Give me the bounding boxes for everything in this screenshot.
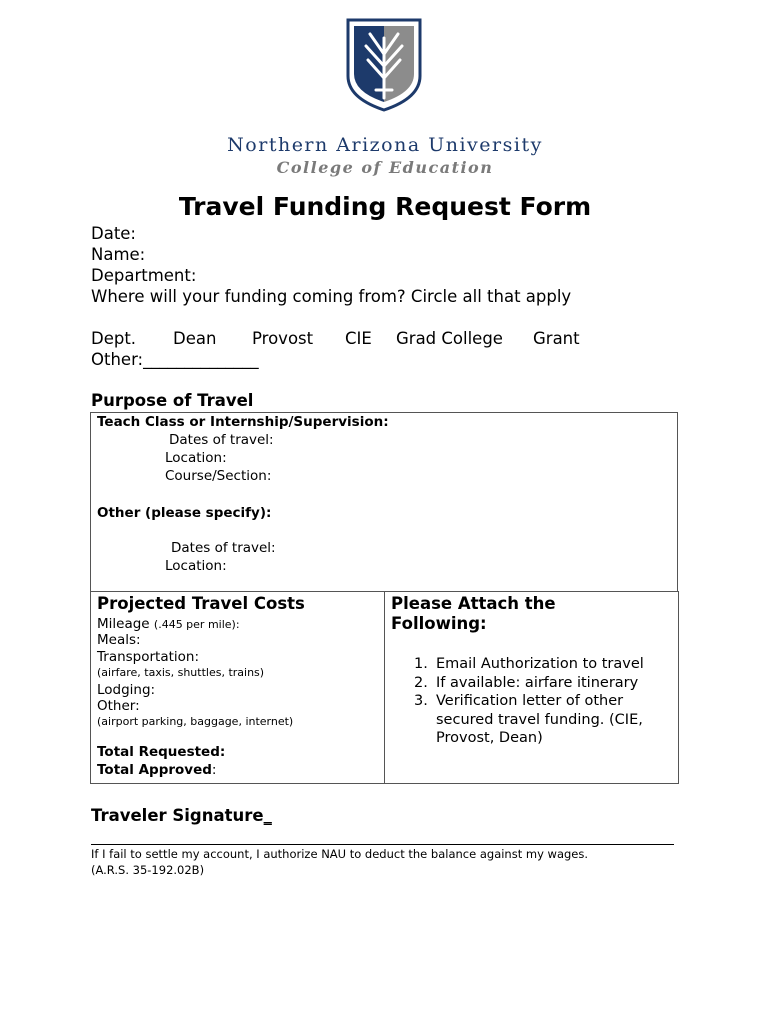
other-cost-field[interactable]: Other: xyxy=(97,698,140,714)
funding-option-grad-college[interactable]: Grad College xyxy=(396,329,503,348)
signature-line-extension xyxy=(496,844,674,845)
funding-option-cie[interactable]: CIE xyxy=(345,329,372,348)
nau-logo xyxy=(346,18,422,112)
list-number: 2. xyxy=(414,674,428,691)
teach-location-field[interactable]: Location: xyxy=(165,450,227,466)
disclaimer xyxy=(91,847,691,878)
purpose-box xyxy=(90,412,678,592)
other-cost-note: (airport parking, baggage, internet) xyxy=(97,715,294,728)
date-label: Date: xyxy=(91,224,136,243)
attach-heading-line1: Please Attach the xyxy=(391,594,556,613)
funding-option-dean[interactable]: Dean xyxy=(173,329,217,348)
list-item xyxy=(414,692,644,748)
attachment-list xyxy=(414,655,644,748)
mileage-note: (.445 per mile): xyxy=(153,618,240,631)
university-name: Northern Arizona University xyxy=(227,134,543,156)
department-label: Department: xyxy=(91,266,197,285)
list-text: If available: airfare itinerary xyxy=(436,674,639,691)
mileage-field[interactable] xyxy=(97,616,240,632)
lodging-field[interactable]: Lodging: xyxy=(97,682,156,698)
total-approved-field[interactable] xyxy=(97,762,216,778)
list-text: Email Authorization to travel xyxy=(436,656,644,672)
list-text: Provost, Dean) xyxy=(436,730,543,746)
total-approved-label: Total Approved xyxy=(97,762,212,778)
teach-dates-field[interactable]: Dates of travel: xyxy=(169,432,274,448)
costs-box xyxy=(90,591,385,784)
list-text: Verification letter of other xyxy=(436,693,624,709)
attach-heading-line2: Following: xyxy=(391,614,487,633)
form-title: Travel Funding Request Form xyxy=(178,192,592,221)
meals-field[interactable]: Meals: xyxy=(97,632,141,648)
signature-underscore: _ xyxy=(263,806,272,825)
other-dates-field[interactable]: Dates of travel: xyxy=(171,540,276,556)
costs-heading: Projected Travel Costs xyxy=(97,594,305,613)
teach-course-field[interactable]: Course/Section: xyxy=(165,468,272,484)
signature-line[interactable] xyxy=(91,844,496,845)
transportation-field[interactable]: Transportation: xyxy=(97,649,200,665)
total-requested-field[interactable]: Total Requested: xyxy=(97,744,226,760)
signature-label-text: Traveler Signature xyxy=(91,806,264,825)
name-label: Name: xyxy=(91,245,146,264)
other-purpose-heading: Other (please specify): xyxy=(97,505,272,521)
transportation-note: (airfare, taxis, shuttles, trains) xyxy=(97,666,265,679)
funding-question: Where will your funding coming from? Circle all that apply xyxy=(91,287,572,306)
funding-option-provost[interactable]: Provost xyxy=(252,329,314,348)
mileage-label: Mileage xyxy=(97,616,150,632)
funding-other-field[interactable]: Other:______________ xyxy=(91,350,259,369)
funding-option-dept[interactable]: Dept. xyxy=(91,329,137,348)
teach-heading: Teach Class or Internship/Supervision: xyxy=(97,414,389,430)
list-number: 3. xyxy=(414,693,428,709)
funding-option-grant[interactable]: Grant xyxy=(533,329,580,348)
disclaimer-line2: (A.R.S. 35-192.02B) xyxy=(91,862,205,877)
list-number: 1. xyxy=(414,656,428,672)
list-text: secured travel funding. (CIE, xyxy=(436,711,643,728)
other-location-field[interactable]: Location: xyxy=(165,558,227,574)
list-item xyxy=(414,655,644,674)
list-item xyxy=(414,674,644,693)
disclaimer-line1: If I fail to settle my account, I authorize NAU to deduct the balance against my wages. xyxy=(91,847,589,861)
total-approved-colon: : xyxy=(211,762,217,778)
purpose-heading: Purpose of Travel xyxy=(91,391,254,410)
signature-label xyxy=(91,806,272,825)
college-name: College of Education xyxy=(276,158,494,177)
